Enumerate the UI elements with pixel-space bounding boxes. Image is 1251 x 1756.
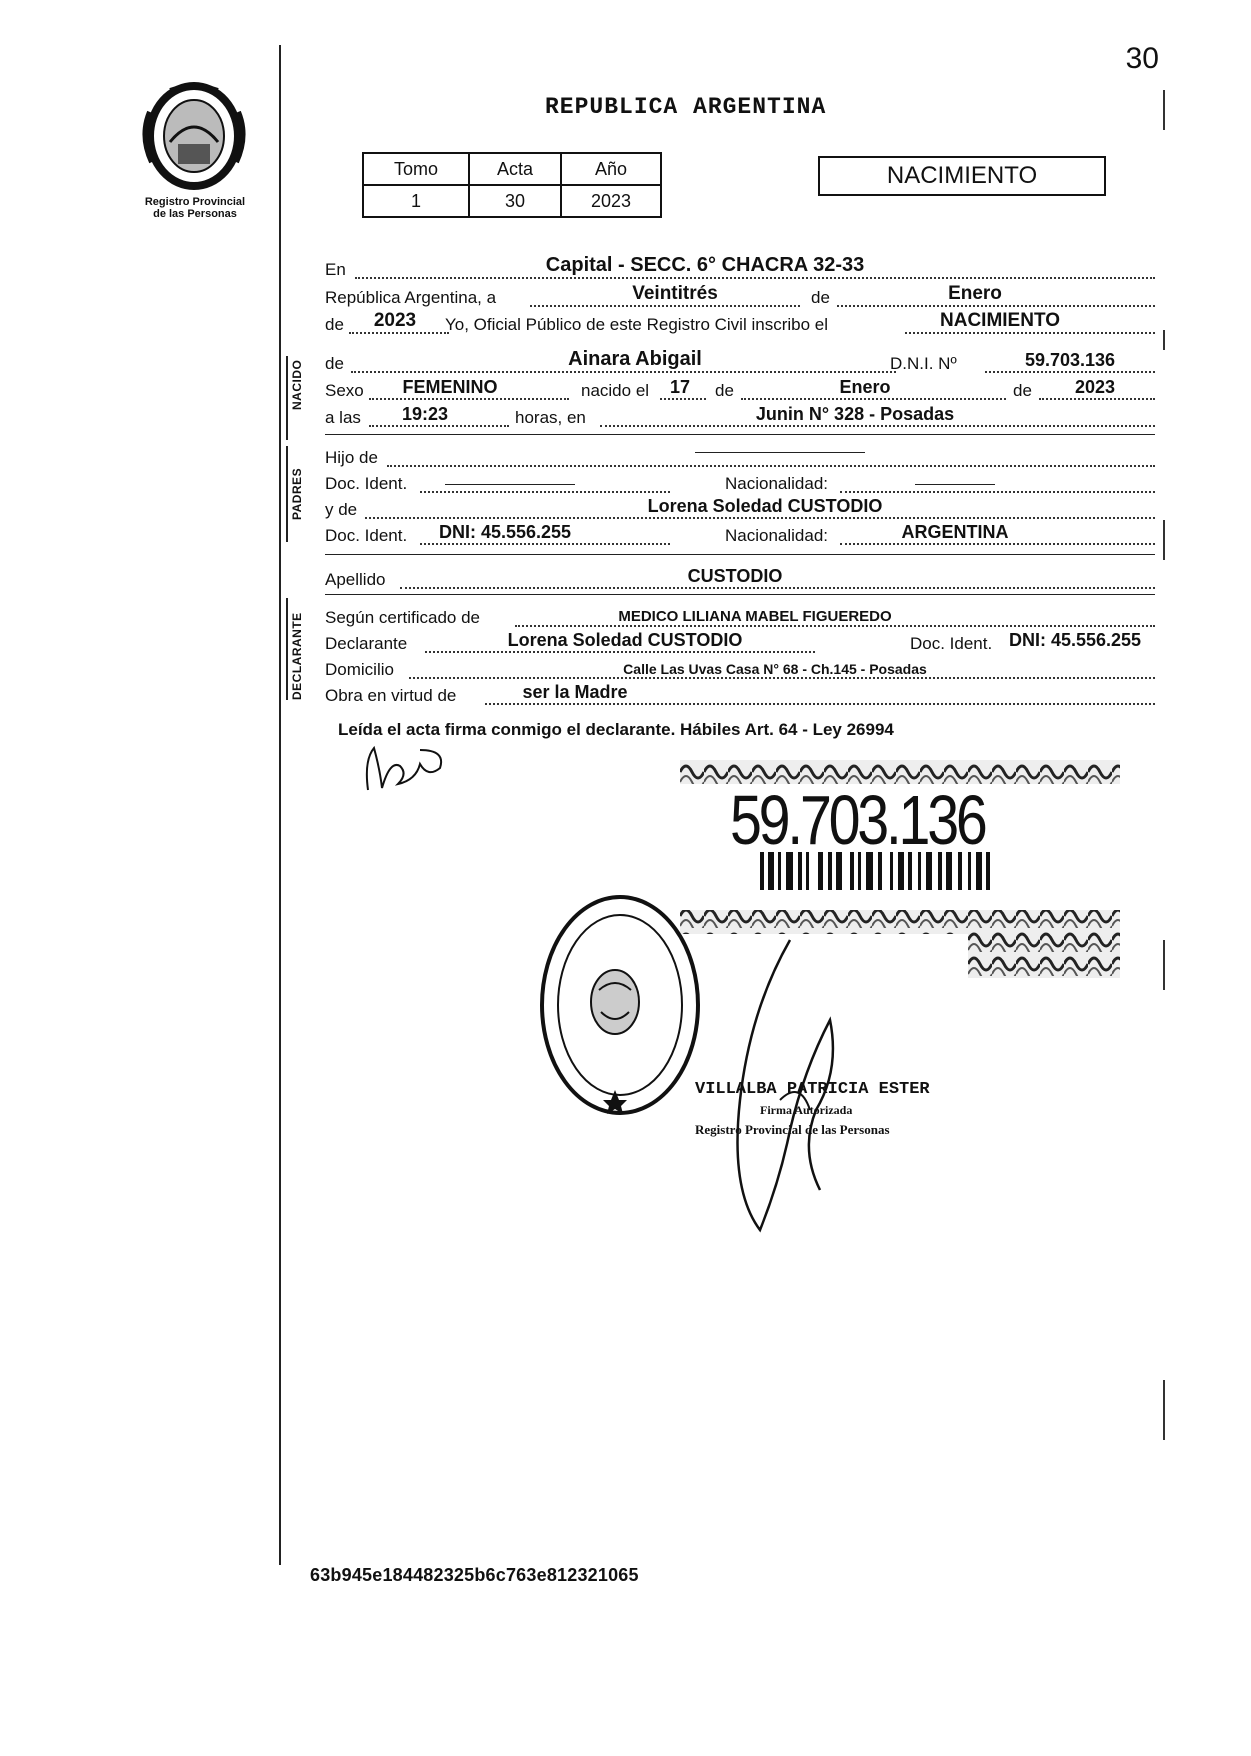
value-lugar-nac: Junin N° 328 - Posadas	[755, 404, 955, 424]
row-doc-madre	[325, 522, 1155, 548]
strike-line	[445, 484, 575, 485]
side-label-nacido: NACIDO	[290, 359, 304, 410]
divider	[325, 554, 1155, 555]
label-apellido: Apellido	[325, 570, 386, 589]
country-title: REPUBLICA ARGENTINA	[545, 94, 827, 120]
label-y-de: y de	[325, 500, 358, 519]
margin-mark	[1163, 1380, 1165, 1440]
declarant-signature	[360, 740, 450, 800]
document-hash: 63b945e184482325b6c763e812321065	[310, 1565, 639, 1585]
label-doc-ident: Doc. Ident.	[325, 474, 408, 493]
label-oficial: Yo, Oficial Público de este Registro Civil inscribo el	[445, 315, 828, 334]
signer-name: VILLALBA PATRICIA ESTER	[695, 1080, 930, 1099]
label-hijo-de: Hijo de	[325, 448, 378, 467]
row-hijo-de	[325, 444, 1155, 470]
divider	[325, 594, 1155, 595]
row-obra	[325, 682, 1155, 708]
value-certificado: MEDICO LILIANA MABEL FIGUEREDO	[618, 608, 892, 625]
label-republica: República Argentina, a	[325, 288, 497, 307]
bracket-padres	[286, 446, 288, 542]
value-apellido: CUSTODIO	[687, 566, 783, 586]
margin-line	[279, 45, 281, 1565]
label-doc-ident3: Doc. Ident.	[910, 634, 993, 653]
official-stamp	[535, 890, 705, 1120]
acta-value: 30	[469, 185, 561, 217]
value-declarante: Lorena Soledad CUSTODIO	[507, 630, 743, 650]
tomo-header: Tomo	[363, 153, 469, 185]
label-domicilio: Domicilio	[325, 660, 394, 679]
value-dni: 59.703.136	[1024, 350, 1116, 370]
value-anio: 2023	[373, 310, 417, 331]
page-number: 30	[1125, 42, 1159, 75]
dni-large-number: 59.703.136	[730, 781, 985, 859]
side-label-declarante: DECLARANTE	[290, 612, 304, 700]
row-certificado	[325, 604, 1155, 630]
value-madre-nac: ARGENTINA	[901, 522, 1009, 542]
strike-line	[695, 452, 865, 453]
label-a-las: a las	[325, 408, 361, 427]
value-hora: 19:23	[401, 404, 449, 424]
signer-role: Firma Autorizada	[760, 1103, 853, 1117]
row-nombre	[325, 350, 1155, 376]
row-hora	[325, 404, 1155, 430]
value-dia-letras: Veintitrés	[632, 283, 718, 304]
label-dni: D.N.I. Nº	[890, 354, 957, 373]
strike-line	[915, 484, 995, 485]
anio-value: 2023	[561, 185, 661, 217]
row-sexo	[325, 377, 1155, 403]
value-sexo: FEMENINO	[402, 377, 498, 397]
label-de-anio: de	[325, 315, 344, 334]
row-lugar	[325, 256, 1155, 282]
margin-mark	[1163, 330, 1165, 350]
margin-mark	[1163, 90, 1165, 130]
row-declarante	[325, 630, 1155, 656]
side-label-padres: PADRES	[290, 467, 304, 520]
value-obra: ser la Madre	[522, 682, 628, 702]
label-en: En	[325, 260, 346, 279]
value-mes: Enero	[948, 283, 1002, 304]
value-mes-nac: Enero	[839, 377, 891, 397]
value-anio-nac: 2023	[1074, 377, 1116, 397]
label-nacido-el: nacido el	[581, 381, 650, 400]
margin-mark	[1163, 940, 1165, 990]
registry-caption-line: de las Personas	[153, 208, 237, 220]
label-horas-en: horas, en	[515, 408, 586, 427]
divider	[325, 434, 1155, 435]
value-declarante-doc: DNI: 45.556.255	[1008, 630, 1142, 650]
label-nacionalidad: Nacionalidad:	[725, 474, 829, 493]
label-sexo: Sexo	[325, 381, 364, 400]
label-obra: Obra en virtud de	[325, 686, 457, 705]
bracket-declarante	[286, 598, 288, 700]
registry-caption	[120, 196, 270, 220]
label-segun: Según certificado de	[325, 608, 480, 627]
row-fecha	[325, 284, 1155, 310]
signer-organization: Registro Provincial de las Personas	[695, 1122, 890, 1137]
label-nacionalidad2: Nacionalidad:	[725, 526, 829, 545]
act-number-table	[362, 152, 662, 218]
registry-caption-line: Registro Provincial	[144, 196, 246, 208]
value-dia-nac: 17	[669, 377, 691, 397]
anio-header: Año	[561, 153, 661, 185]
legal-text: Leída el acta firma conmigo el declarante. Hábiles Art. 64 - Ley 26994	[338, 720, 894, 739]
value-lugar: Capital - SECC. 6° CHACRA 32-33	[545, 254, 865, 276]
value-madre: Lorena Soledad CUSTODIO	[647, 496, 883, 516]
label-de-nombre: de	[325, 354, 344, 373]
label-doc-ident2: Doc. Ident.	[325, 526, 408, 545]
label-de-mes: de	[811, 288, 830, 307]
label-de-mes2: de	[715, 381, 734, 400]
provincial-coat-of-arms-logo	[140, 82, 248, 190]
label-de-anio2: de	[1013, 381, 1032, 400]
bracket-nacido	[286, 356, 288, 440]
value-nombre: Ainara Abigail	[568, 348, 702, 370]
row-domicilio	[325, 656, 1155, 682]
value-domicilio: Calle Las Uvas Casa N° 68 - Ch.145 - Posadas	[623, 661, 927, 677]
value-tipo: NACIMIENTO	[940, 310, 1060, 331]
label-declarante: Declarante	[325, 634, 408, 653]
row-anio	[325, 311, 1155, 337]
act-type-box: NACIMIENTO	[818, 156, 1106, 196]
row-apellido	[325, 566, 1155, 592]
acta-header: Acta	[469, 153, 561, 185]
margin-mark	[1163, 520, 1165, 560]
row-doc-padre	[325, 470, 1155, 496]
value-madre-doc: DNI: 45.556.255	[438, 522, 572, 542]
tomo-value: 1	[363, 185, 469, 217]
row-madre	[325, 496, 1155, 522]
